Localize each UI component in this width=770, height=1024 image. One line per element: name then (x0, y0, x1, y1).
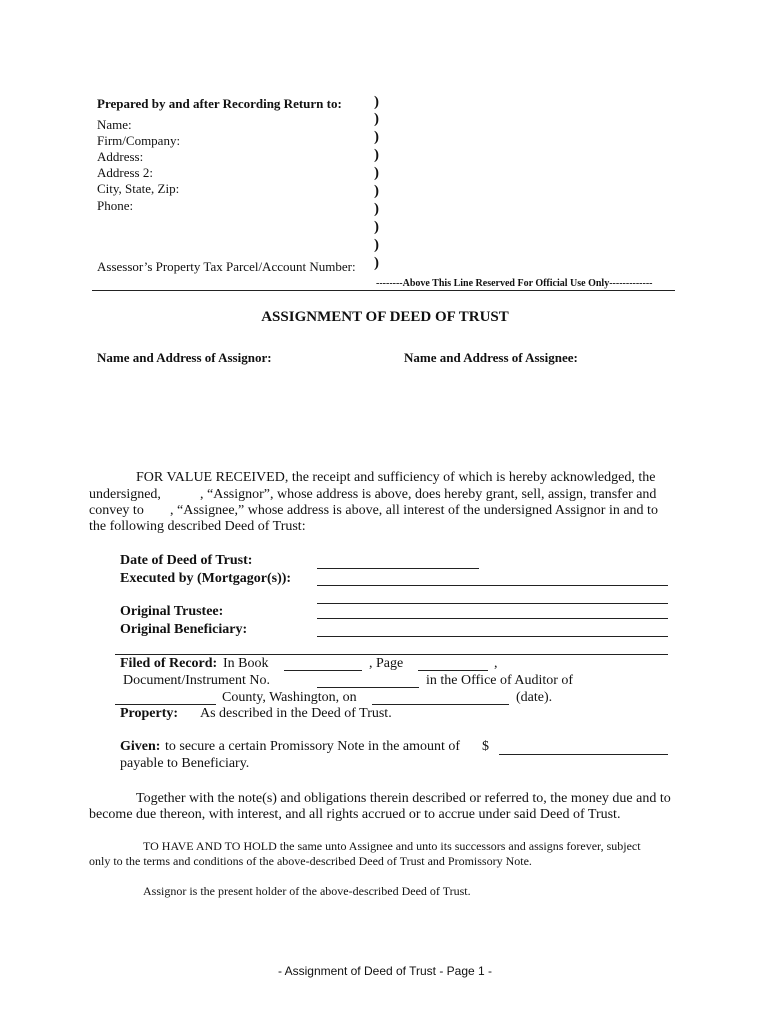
bracket-mark: ) (374, 147, 379, 163)
executed-by-field-2[interactable] (317, 603, 668, 604)
para4: Assignor is the present holder of the above-described Deed of Trust. (143, 884, 471, 898)
in-book-label: In Book (223, 656, 269, 671)
original-beneficiary-label: Original Beneficiary: (120, 622, 248, 637)
property-text: As described in the Deed of Trust. (200, 706, 392, 721)
document-title: ASSIGNMENT OF DEED OF TRUST (261, 309, 509, 325)
para3-line1: TO HAVE AND TO HOLD the same unto Assignee and unto its successors and assigns forever, subject (143, 839, 641, 853)
document-number-field[interactable] (317, 687, 419, 688)
bracket-mark: ) (374, 165, 379, 181)
official-use-notice: --------Above This Line Reserved For Official Use Only------------- (376, 278, 653, 289)
bracket-mark: ) (374, 237, 379, 253)
para1-line2b: , “Assignor”, whose address is above, does hereby grant, sell, assign, transfer and (200, 487, 657, 502)
original-trustee-field[interactable] (317, 618, 668, 619)
prepared-by-label: Prepared by and after Recording Return to: (97, 96, 342, 111)
book-field[interactable] (284, 670, 362, 671)
para1-line3a: convey to (89, 503, 144, 518)
date-of-deed-label: Date of Deed of Trust: (120, 553, 253, 568)
given-label: Given: (120, 739, 161, 754)
original-trustee-label: Original Trustee: (120, 604, 224, 619)
page-comma: , (494, 656, 498, 671)
para3-line2: only to the terms and conditions of the above-described Deed of Trust and Promissory Note. (89, 854, 532, 868)
bracket-mark: ) (374, 255, 379, 271)
date-label: (date). (516, 690, 553, 705)
property-label: Property: (120, 706, 179, 721)
page-footer: - Assignment of Deed of Trust - Page 1 - (277, 964, 493, 978)
para2-line2: become due thereon, with interest, and all rights accrued or to accrue under said Deed of Trust. (89, 807, 621, 822)
bracket-mark: ) (374, 129, 379, 145)
executed-by-label: Executed by (Mortgagor(s)): (120, 571, 292, 586)
recording-date-field[interactable] (372, 704, 509, 705)
original-beneficiary-field[interactable] (317, 636, 668, 637)
para1-line4: the following described Deed of Trust: (89, 519, 306, 534)
name-label: Name: (97, 117, 132, 132)
para1-line2a: undersigned, (89, 487, 161, 502)
county-field[interactable] (115, 704, 216, 705)
bracket-mark: ) (374, 201, 379, 217)
bracket-mark: ) (374, 183, 379, 199)
county-label: County, Washington, on (222, 690, 357, 705)
para2-line1: Together with the note(s) and obligations therein described or referred to, the money due and to (136, 791, 671, 806)
assignee-heading: Name and Address of Assignee: (404, 350, 578, 365)
bracket-mark: ) (374, 219, 379, 235)
section-divider (115, 654, 668, 655)
assignor-heading: Name and Address of Assignor: (97, 350, 272, 365)
para1-line3b: , “Assignee,” whose address is above, all interest of the undersigned Assignor in and to (170, 503, 658, 518)
executed-by-field[interactable] (317, 585, 668, 586)
page-label: , Page (369, 656, 404, 671)
note-amount-field[interactable] (499, 754, 668, 755)
recording-divider (92, 290, 675, 291)
date-of-deed-field[interactable] (317, 568, 479, 569)
city-state-zip-label: City, State, Zip: (97, 181, 180, 196)
dollar-sign: $ (482, 739, 489, 754)
address-label: Address: (97, 149, 144, 164)
address2-label: Address 2: (97, 165, 153, 180)
parcel-number-label: Assessor’s Property Tax Parcel/Account Number: (97, 259, 356, 274)
firm-label: Firm/Company: (97, 133, 181, 148)
page-field[interactable] (418, 670, 488, 671)
payable-text: payable to Beneficiary. (120, 756, 250, 771)
phone-label: Phone: (97, 198, 134, 213)
given-text: to secure a certain Promissory Note in the amount of (165, 739, 461, 754)
bracket-mark: ) (374, 94, 379, 110)
auditor-office-label: in the Office of Auditor of (426, 673, 574, 688)
para1-line1: FOR VALUE RECEIVED, the receipt and sufficiency of which is hereby acknowledged, the (136, 470, 656, 485)
filed-of-record-label: Filed of Record: (120, 656, 218, 671)
bracket-mark: ) (374, 111, 379, 127)
document-number-label: Document/Instrument No. (123, 673, 270, 688)
